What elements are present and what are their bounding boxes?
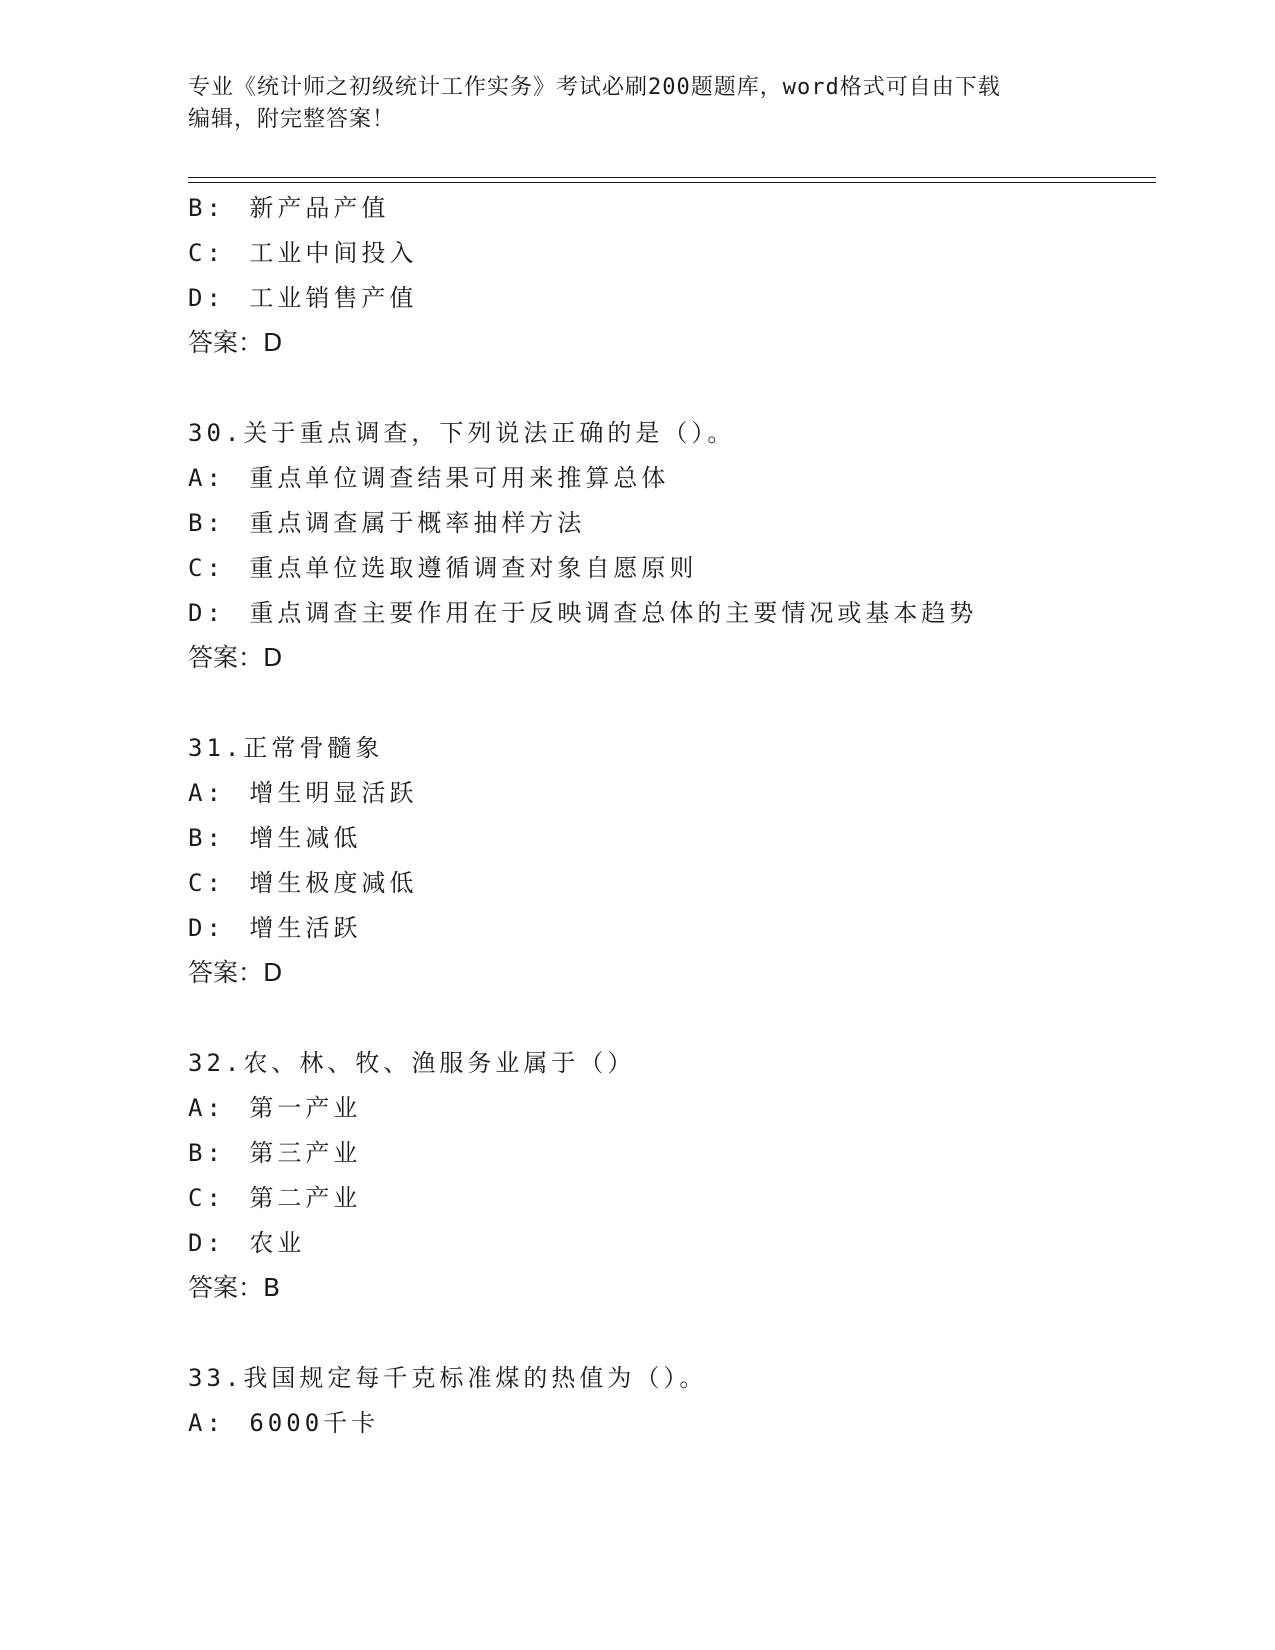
q32-option-b: [188, 1138, 361, 1168]
option-label: A:: [188, 1409, 225, 1437]
option-label: C:: [188, 1184, 225, 1212]
option-label: C:: [188, 869, 225, 897]
option-text: 6000千卡: [249, 1409, 380, 1437]
q31-question: 31.正常骨髓象: [188, 734, 384, 762]
q30-option-b: [188, 508, 585, 538]
option-text: 增生明显活跃: [249, 779, 418, 807]
option-label: A:: [188, 1094, 225, 1122]
q31-option-c: [188, 868, 417, 898]
header-divider-top: [188, 177, 1156, 178]
q31-option-b: [188, 823, 361, 853]
q32-question: 32.农、林、牧、渔服务业属于（）: [188, 1049, 636, 1077]
option-text: 增生减低: [249, 824, 362, 852]
q29-option-b: [188, 193, 389, 223]
option-text: 第三产业: [249, 1139, 362, 1167]
q31-option-a: [188, 778, 417, 808]
option-label: B:: [188, 509, 225, 537]
q31-option-d: [188, 913, 361, 943]
header-line-1: 专业《统计师之初级统计工作实务》考试必刷200题题库，word格式可自由下载: [188, 75, 1001, 100]
option-label: D:: [188, 1229, 225, 1257]
q31-answer: 答案：D: [188, 958, 283, 987]
option-label: D:: [188, 599, 225, 627]
document-header: [188, 72, 1088, 136]
option-text: 增生活跃: [249, 914, 362, 942]
option-text: 工业中间投入: [249, 239, 418, 267]
option-text: 重点单位调查结果可用来推算总体: [249, 464, 670, 492]
q30-option-d: [188, 598, 977, 628]
q32-answer: 答案：B: [188, 1273, 281, 1302]
option-text: 第一产业: [249, 1094, 362, 1122]
option-label: A:: [188, 779, 225, 807]
q30-option-a: [188, 463, 669, 493]
header-line-2: 编辑，附完整答案！: [188, 107, 396, 132]
q30-answer: 答案：D: [188, 643, 283, 672]
option-label: B:: [188, 194, 225, 222]
q33-question: 33.我国规定每千克标准煤的热值为（）。: [188, 1364, 708, 1392]
option-text: 农业: [249, 1229, 306, 1257]
q32-option-d: [188, 1228, 305, 1258]
option-text: 重点调查主要作用在于反映调查总体的主要情况或基本趋势: [249, 599, 978, 627]
option-text: 增生极度减低: [249, 869, 418, 897]
header-divider-bottom: [188, 182, 1156, 183]
option-label: D:: [188, 284, 225, 312]
option-label: B:: [188, 1139, 225, 1167]
option-text: 第二产业: [249, 1184, 362, 1212]
option-label: B:: [188, 824, 225, 852]
q32-option-c: [188, 1183, 361, 1213]
q30-question: 30.关于重点调查，下列说法正确的是（）。: [188, 419, 736, 447]
q32-option-a: [188, 1093, 361, 1123]
option-text: 重点调查属于概率抽样方法: [249, 509, 586, 537]
q29-option-c: [188, 238, 417, 268]
option-text: 重点单位选取遵循调查对象自愿原则: [249, 554, 698, 582]
option-label: C:: [188, 239, 225, 267]
q33-option-a: [188, 1408, 379, 1438]
q29-option-d: [188, 283, 417, 313]
option-label: C:: [188, 554, 225, 582]
q30-option-c: [188, 553, 697, 583]
q29-answer: 答案：D: [188, 328, 283, 357]
option-label: D:: [188, 914, 225, 942]
option-text: 工业销售产值: [249, 284, 418, 312]
option-text: 新产品产值: [249, 194, 390, 222]
option-label: A:: [188, 464, 225, 492]
